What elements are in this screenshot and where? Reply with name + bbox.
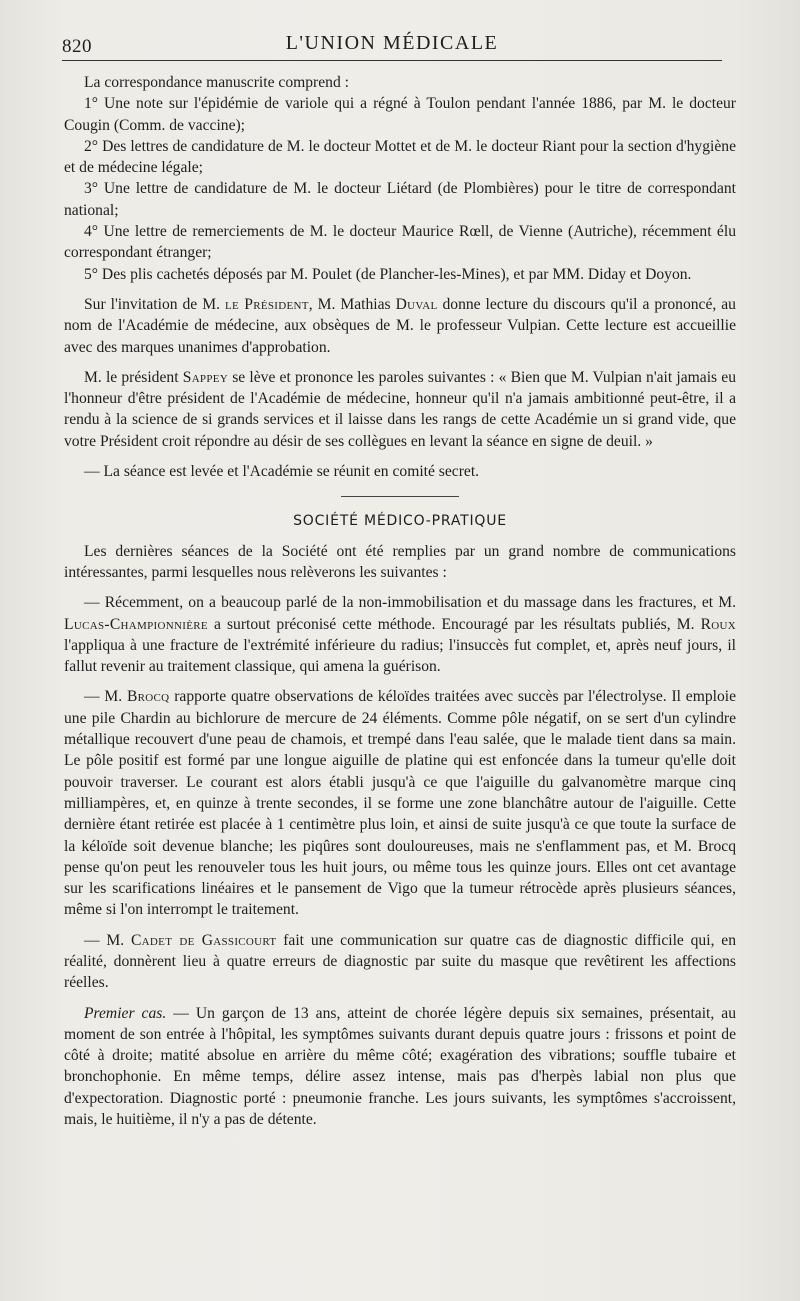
text-run: se lève et prononce les paroles suivantes : « Bien que M. Vulpian n'ait jamais eu l'honneur d'être président de l'Académie de médecine, honneur qu'il n'a jamais ambitionné peut-être, il a rendu à la science de si grands services et il laisse dans les rangs de cette Académie un si grand vide, que votre Président croit répondre au désir de ses collègues en levant la séance en signe de deuil. » (64, 368, 736, 450)
correspondence-item-3: 3° Une lettre de candidature de M. le docteur Liétard (de Plombières) pour le titre de correspondant national; (64, 180, 736, 219)
name-brocq: Brocq (126, 688, 170, 706)
text-run: M. le président (84, 368, 183, 386)
text-run: a surtout préconisé cette méthode. Encouragé par les résultats publiés, M. (207, 615, 701, 633)
header-rule (62, 60, 722, 61)
paragraph-brocq (64, 686, 736, 920)
paragraph-close: — La séance est levée et l'Académie se réunit en comité secret. (84, 463, 480, 481)
section-title: SOCIÉTÉ MÉDICO-PRATIQUE (293, 513, 507, 530)
name-roux: Roux (700, 615, 736, 633)
correspondence-item-5: 5° Des plis cachetés déposés par M. Poulet (de Plancher-les-Mines), et par MM. Diday et Doyon. (84, 265, 692, 283)
running-title: L'UNION MÉDICALE (285, 32, 499, 54)
page-header (62, 28, 722, 62)
text-run: — Un garçon de 13 ans, atteint de chorée légère depuis six semaines, présentait, au moment de son entrée à l'hôpital, les symptômes suivants durant depuis quatre jours : frissons et point de côté à droite; matité absolue en arrière du même côté; exagération des vibrations; souffle tubaire et bronchophonie. En même temps, délire assez intense, mais pas d'herpès labial non plus que d'expectoration. Diagnostic porté : pneumonie franche. Les jours suivants, les symptômes s'accroissent, mais, le huitième, il n'y a pas de détente. (64, 1004, 736, 1129)
paragraph-society: Les dernières séances de la Société ont été remplies par un grand nombre de communications intéressantes, parmi lesquelles nous relèverons les suivantes : (64, 542, 736, 581)
text-run: — M. (84, 931, 131, 949)
name-lucas-championniere: Lucas-Championnière (64, 615, 208, 633)
text-run: l'appliqua à une fracture de l'extrémité inférieure du radius; l'insuccès fut complet, et, après neuf jours, il fallut revenir au traitement classique, qui amena la guérison. (64, 636, 736, 676)
paragraph-massage (64, 592, 736, 677)
paragraph-case-1 (64, 1003, 736, 1131)
article-body (64, 72, 736, 1130)
section-divider (341, 496, 459, 497)
name-president: le Président (224, 295, 309, 313)
name-cadet-de-gassicourt: Cadet de Gassicourt (130, 931, 277, 949)
text-run: — Récemment, on a beaucoup parlé de la non-immobilisation et du massage dans les fractures, et M. (84, 594, 736, 612)
name-duval: Duval (395, 295, 438, 313)
paragraph-sappey (64, 367, 736, 452)
paragraph-invitation (64, 294, 736, 358)
correspondence-item-1: 1° Une note sur l'épidémie de variole qui a régné à Toulon pendant l'année 1886, par M. le docteur Cougin (Comm. de vaccine); (64, 95, 736, 134)
name-sappey: Sappey (182, 368, 229, 386)
correspondence-item-4: 4° Une lettre de remerciements de M. le docteur Maurice Rœll, de Vienne (Autriche), récemment élu correspondant étranger; (64, 223, 736, 262)
text-run: — M. (84, 688, 127, 706)
paragraph-cadet (64, 930, 736, 994)
text-run: Sur l'invitation de M. (84, 295, 225, 313)
text-run: rapporte quatre observations de kéloïdes traitées avec succès par l'électrolyse. Il emploie une pile Chardin au bichlorure de mercure de 24 éléments. Comme pôle négatif, on se sert d'un cylindre métallique recouvert d'une peau de chamois, et trempé dans l'eau salée, que le malade tient dans sa main. Le pôle positif est formé par une longue aiguille de platine qui est enfoncée dans la tumeur qu'elle doit pouvoir traverser. Le courant est alors établi jusqu'à ce que l'aiguille du galvanomètre marque cinq milliampères, et, en quinze à trente secondes, il se forme une zone blanchâtre autour de l'aiguille. Cette dernière étant retirée est placée à 1 centimètre plus loin, et ainsi de suite jusqu'à ce que toute la surface de la kéloïde soit devenue blanche; les piqûres sont douloureuses, mais ne s'enflamment pas, et M. Brocq pense qu'on peut les renouveler tous les huit jours, ou même tous les quinze jours. Elles ont cet avantage sur les scarifications linéaires et le pansement de Vigo que la tumeur rétrocède après plusieurs séances, même si l'on interrompt le traitement. (64, 688, 736, 919)
text-run: fait une communication sur quatre cas de diagnostic difficile qui, en réalité, donnèrent lieu à quatre erreurs de diagnostic par suite du masque que revêtirent les affections réelles. (64, 931, 736, 992)
case-label: Premier cas. (84, 1004, 167, 1022)
correspondence-item-2: 2° Des lettres de candidature de M. le docteur Mottet et de M. le docteur Riant pour la section d'hygiène et de médecine légale; (64, 137, 736, 177)
correspondence-intro: La correspondance manuscrite comprend : (84, 74, 349, 91)
text-run: donne lecture du discours qu'il a prononcé, au nom de l'Académie de médecine, aux obsèques de M. le professeur Vulpian. Cette lecture est accueillie avec des marques unanimes d'approbation. (64, 295, 736, 356)
page-number: 820 (62, 36, 92, 57)
text-run: , M. Mathias (308, 295, 396, 313)
